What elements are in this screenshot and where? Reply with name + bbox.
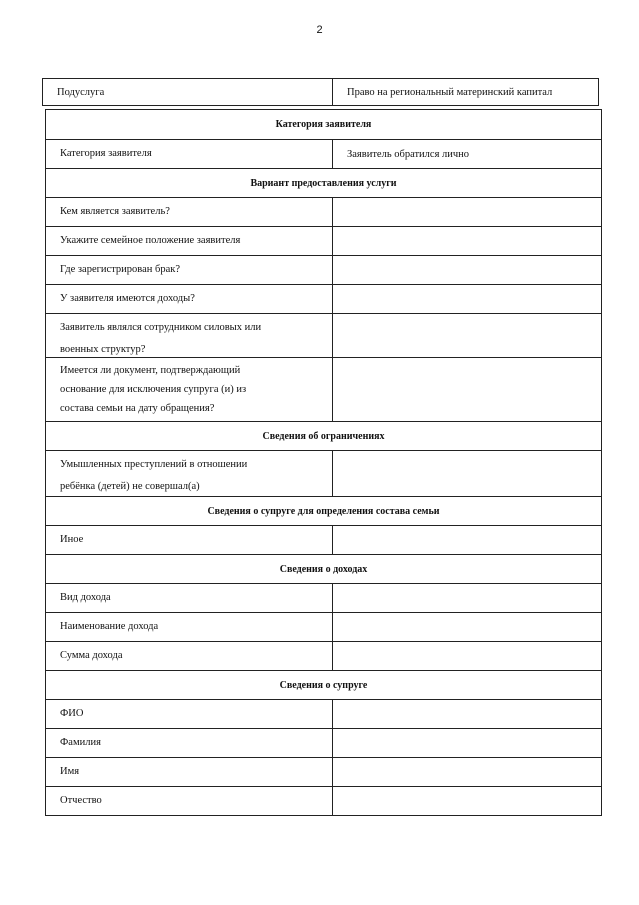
question-document [46, 358, 333, 421]
question-who: Кем является заявитель? [46, 198, 333, 226]
table-row [46, 612, 601, 641]
table-row [46, 728, 601, 757]
question-other: Иное [46, 526, 333, 554]
subservice-label: Подуслуга [43, 79, 333, 105]
answer-fio [333, 700, 601, 728]
question-marriage-reg: Где зарегистрирован брак? [46, 256, 333, 284]
table-row [46, 197, 601, 226]
question-crimes [46, 451, 333, 496]
table-row [46, 786, 601, 815]
table-row [46, 583, 601, 612]
question-surname: Фамилия [46, 729, 333, 757]
question-security-line1: Заявитель являлся сотрудником силовых или [60, 322, 262, 333]
subservice-table [42, 78, 599, 106]
page-number: 2 [316, 24, 323, 36]
answer-patronymic [333, 787, 601, 815]
table-row [46, 450, 601, 496]
answer-other [333, 526, 601, 554]
section-header-spouse-family: Сведения о супруге для определения состава семьи [46, 496, 601, 525]
answer-marriage-reg [333, 256, 601, 284]
table-row [46, 226, 601, 255]
table-row [46, 313, 601, 357]
question-security [46, 314, 333, 357]
answer-surname [333, 729, 601, 757]
section-header-category: Категория заявителя [275, 119, 372, 130]
answer-income-sum [333, 642, 601, 670]
question-marital: Укажите семейное положение заявителя [46, 227, 333, 255]
section-header-restrictions: Сведения об ограничениях [46, 421, 601, 450]
table-row [46, 641, 601, 670]
question-patronymic: Отчество [46, 787, 333, 815]
question-income-type: Вид дохода [46, 584, 333, 612]
answer-name [333, 758, 601, 786]
section-header-spouse: Сведения о супруге [46, 670, 601, 699]
question-fio: ФИО [46, 700, 333, 728]
answer-marital [333, 227, 601, 255]
question-document-line2: основание для исключения супруга (и) из [60, 384, 247, 395]
table-row [46, 139, 601, 168]
question-document-line1: Имеется ли документ, подтверждающий [60, 365, 241, 376]
subservice-value: Право на региональный материнский капитал [347, 86, 553, 98]
answer-who [333, 198, 601, 226]
category-label: Категория заявителя [46, 140, 333, 168]
section-header-variant: Вариант предоставления услуги [46, 168, 601, 197]
answer-document [333, 358, 601, 421]
answer-income-type [333, 584, 601, 612]
question-crimes-line2: ребёнка (детей) не совершал(а) [60, 481, 200, 492]
question-income-name: Наименование дохода [46, 613, 333, 641]
question-name: Имя [46, 758, 333, 786]
answer-income-name [333, 613, 601, 641]
table-row [46, 357, 601, 421]
question-crimes-line1: Умышленных преступлений в отношении [60, 459, 248, 470]
table-row [46, 699, 601, 728]
table-row [46, 284, 601, 313]
table-row [46, 757, 601, 786]
application-table [45, 109, 602, 816]
table-row [46, 255, 601, 284]
question-income-sum: Сумма дохода [46, 642, 333, 670]
table-row [46, 525, 601, 554]
answer-income [333, 285, 601, 313]
answer-crimes [333, 451, 601, 496]
category-value: Заявитель обратился лично [347, 148, 470, 160]
question-income: У заявителя имеются доходы? [46, 285, 333, 313]
question-security-line2: военных структур? [60, 344, 146, 355]
section-header-income: Сведения о доходах [46, 554, 601, 583]
answer-security [333, 314, 601, 357]
question-document-line3: состава семьи на дату обращения? [60, 403, 215, 414]
